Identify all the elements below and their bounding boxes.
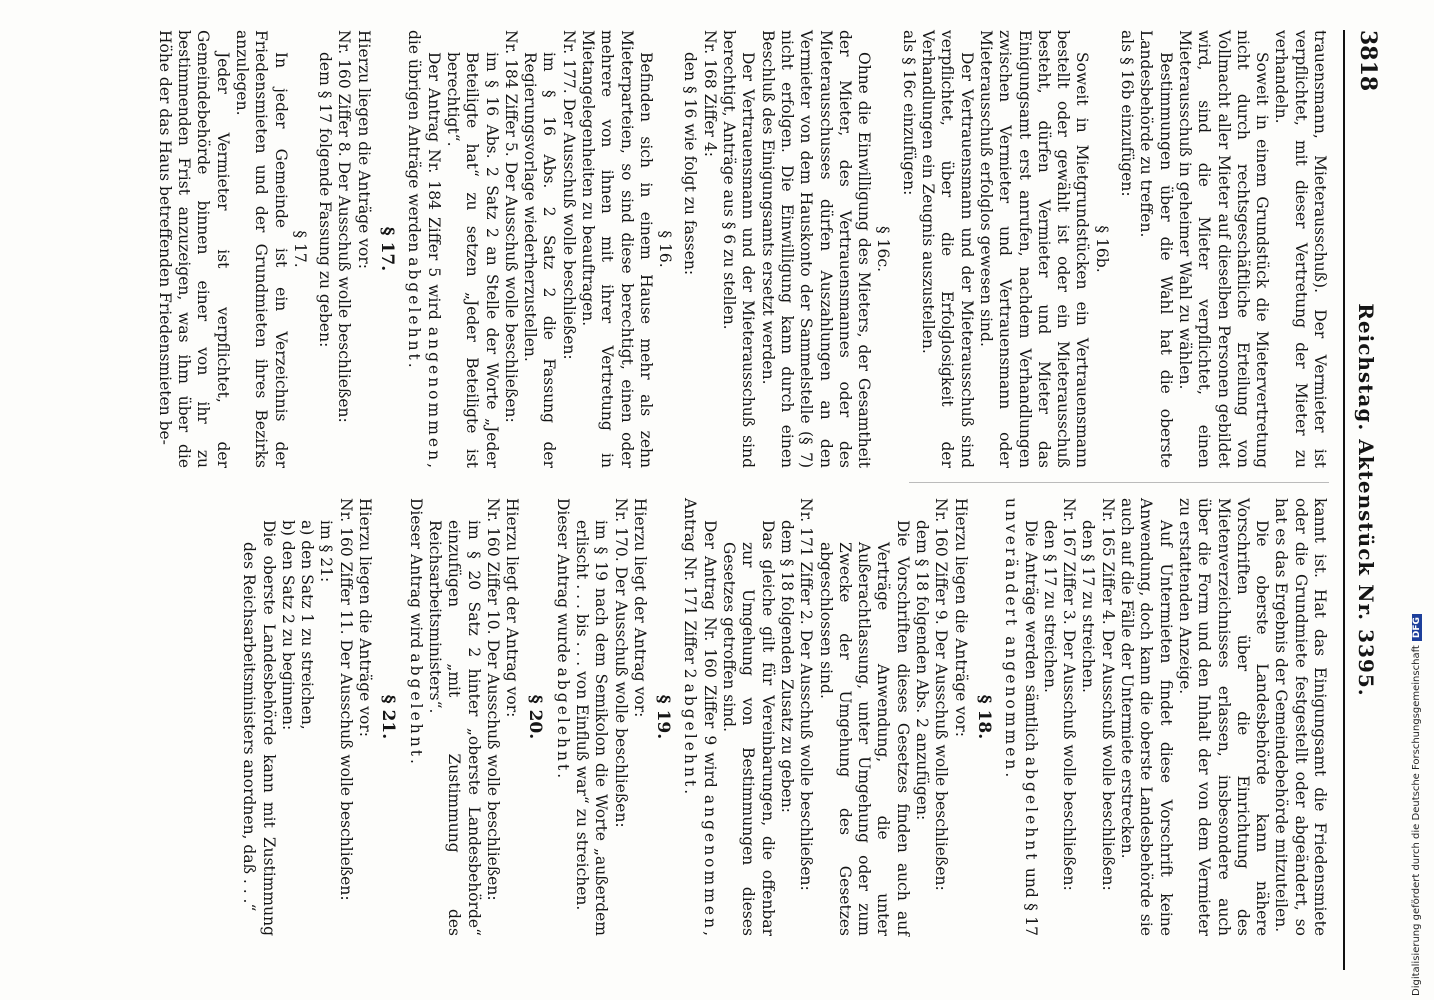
motion-line: Nr. 168 Ziffer 4: (700, 30, 719, 157)
section-heading: § 16c. (874, 225, 893, 272)
right-column (239, 498, 1329, 936)
section-heading: § 17. (377, 226, 398, 272)
paragraph: Jeder Vermieter ist verpflichtet, der Gemeindebehörde binnen einer von ihr zu bestimmenden Frist anzuzeigen, was ihm über die Höhe der das Haus betreffenden Friedensmieten be- (155, 30, 232, 468)
column-divider (909, 482, 1329, 483)
motion-text: a) den Satz 1 zu streichen, (298, 520, 317, 730)
paragraph: Hierzu liegt der Antrag vor: (503, 498, 522, 718)
section-heading: § 20. (525, 694, 546, 740)
page-header (1343, 30, 1381, 970)
resolution-keyword: abgelehnt (1021, 756, 1040, 863)
motion-line: Nr. 184 Ziffer 5. Der Ausschuß wolle beschließen: (501, 30, 520, 423)
paragraph: Bestimmungen über die Wahl hat die oberste Landesbehörde zu treffen. (1137, 30, 1175, 468)
paragraph: Die oberste Landesbehörde kann nähere Vorschriften über die Einrichtung des Mietenverzeichnisses erlassen, insbesondere auch über die Form und den Inhalt der von dem Vermieter zu erstattenden Anzeige. (1175, 498, 1272, 936)
section-heading: § 16b. (1092, 225, 1111, 273)
left-column (154, 30, 1329, 468)
section-heading: § 17. (290, 230, 309, 268)
paragraph: In jeder Gemeinde ist ein Verzeichnis der Friedensmieten und der Grundmieten ihres Bezirks anzulegen. (232, 30, 290, 468)
section-heading: § 21. (378, 694, 399, 740)
motion-line: Nr. 160 Ziffer 8. Der Ausschuß wolle beschließen: (335, 30, 354, 423)
resolution: Der Antrag Nr. 160 Ziffer 9 wird angenommen, Antrag Nr. 171 Ziffer 2 abgelehnt. (681, 498, 719, 936)
resolution: Dieser Antrag wurde abgelehnt. (553, 498, 572, 779)
resolution-keyword: angenommen (424, 326, 443, 464)
motion-line: Nr. 165 Ziffer 4. Der Ausschuß wolle beschließen: (1098, 498, 1117, 891)
paragraph: Der Vertrauensmann und der Mieterausschuß sind verpflichtet, über die Erfolglosigkeit der Verhandlungen ein Zeugnis auszustellen. (919, 30, 976, 468)
page-number: 3818 (1355, 30, 1381, 92)
resolution: Dieser Antrag wird abgelehnt. (406, 498, 425, 764)
paragraph: als § 16b einzufügen: (1118, 30, 1137, 197)
motion-line: Nr. 170. Der Ausschuß wolle beschließen: (611, 498, 630, 828)
resolution: Der Antrag Nr. 184 Ziffer 5 wird angenommen, die übrigen Anträge werden abgelehnt. (405, 30, 443, 468)
paragraph: Ohne die Einwilligung des Mieters, der Gesamtheit der Mieter, des Vertrauensmannes oder des Mieterausschusses dürfen Auszahlungen an den Vermieter von dem Hauskonto der Sammelstelle (§ 7) nicht erfolgen. Die Einwilligung kann durch einen Beschluß des Einigungsamts ersetzt werden. (758, 30, 874, 468)
motion-line: Nr. 167 Ziffer 3. Der Ausschuß wolle beschließen: (1060, 498, 1079, 891)
paragraph: Soweit in einem Grundstück die Mietervertretung nicht durch rechtsgeschäftliche Erteilung von Vollmacht aller Mieter auf dieselben Personen gebildet wird, sind die Mieter verpflichtet, einen Mieterausschuß in geheimer Wahl zu wählen. (1175, 30, 1272, 468)
paragraph: Hierzu liegen die Anträge vor: (951, 498, 970, 738)
section-heading: § 16. (656, 230, 675, 268)
motion-line: Nr. 177. Der Ausschuß wolle beschließen: (559, 30, 578, 360)
motion-text: im § 19 nach dem Semikolon die Worte „außerdem erlischt . . . bis . . . von Einfluß war“ zu streichen. (573, 520, 611, 936)
resolution-keyword: abgelehnt (406, 653, 425, 760)
document-page (57, 30, 1381, 970)
motion-text: im § 20 Satz 2 hinter „oberste Landesbehörde“ einzufügen „mit Zustimmung des Reichsarbeitsministers“. (425, 520, 483, 936)
paragraph: Der Vertrauensmann und der Mieterausschuß sind berechtigt, Anträge aus § 6 zu stellen. (720, 30, 758, 468)
section-heading: § 18. (973, 694, 994, 740)
quoted-text: Das gleiche gilt für Vereinbarungen, die offenbar zur Umgehung von Bestimmungen dieses Gesetzes getroffen sind. (720, 520, 777, 936)
paragraph: Auf Untermieten findet diese Vorschrift keine Anwendung, doch kann die oberste Landesbehörde sie auch auf die Fälle der Untermiete erstrecken. (1118, 498, 1175, 936)
motion-text: im § 21: (317, 520, 336, 583)
paragraph: trauensmann, Mieterausschuß). Der Vermieter ist verpflichtet, mit dieser Vertretung der Mieter zu verhandeln. (1272, 30, 1329, 468)
dfg-logo: DFG (1412, 614, 1422, 641)
motion-line: Nr. 171 Ziffer 2. Der Ausschuß wolle beschließen: (797, 498, 816, 891)
paragraph: Befinden sich in einem Hause mehr als zehn Mieterparteien, so sind diese berechtigt, einen oder mehrere von ihnen mit ihrer Vertretung in Mietangelegenheiten zu beauftragen. (579, 30, 655, 468)
motion-text: den § 16 wie folgt zu fassen: (681, 52, 700, 276)
quoted-text: Die oberste Landesbehörde kann mit Zustimmung des Reichsarbeitsministers anordnen, daß . . .“ (240, 520, 278, 936)
paragraph: Soweit in Mietgrundstücken ein Vertrauensmann bestellt oder gewählt ist oder ein Mieterausschuß besteht, dürfen Vermieter und Mieter das Einigungsamt erst anrufen, nachdem Verhandlungen zwischen Vermieter und Vertrauensmann oder Mieterausschuß erfolglos gewesen sind. (976, 30, 1092, 468)
motion-line: Nr. 160 Ziffer 10. Der Ausschuß wolle beschließen: (483, 498, 502, 901)
motion-text: im § 16 Abs. 2 Satz 2 an Stelle der Worte „Jeder Beteiligte hat“ zu setzen „Jeder Beteiligte ist berechtigt“. (443, 52, 501, 468)
resolution-keyword: abgelehnt (405, 257, 424, 363)
digitization-note (1411, 416, 1422, 996)
quoted-text: Die Vorschriften dieses Gesetzes finden auch auf Verträge Anwendung, die unter Außerachtlassung, unter Umgehung oder zum Zwecke der Umgehung des Gesetzes abgeschlossen sind. (816, 520, 912, 936)
paragraph: als § 16c einzufügen: (899, 30, 918, 196)
section-heading: § 19. (653, 694, 674, 740)
paragraph: kannt ist. Hat das Einigungsamt die Friedensmiete oder die Grundmiete festgestellt oder abgeändert, so hat es das Ergebnis der Gemeindebehörde mitzuteilen. (1272, 498, 1329, 936)
motion-text: dem § 18 folgenden Abs. 2 anzufügen: (913, 520, 932, 821)
motion-text: dem § 17 folgende Fassung zu geben: (316, 52, 335, 348)
resolution-keyword: unverändert angenommen (1002, 498, 1021, 773)
motion-text: im § 16 Abs. 2 Satz 2 die Fassung der Regierungsvorlage wiederherzustellen. (521, 52, 559, 468)
paragraph: Hierzu liegen die Anträge vor: (356, 498, 375, 738)
resolution-keyword: angenommen (700, 794, 719, 932)
page-title: Reichstag. Aktenstück Nr. 3395. (1354, 303, 1378, 697)
motion-text: b) den Satz 2 zu beginnen: (278, 520, 297, 731)
paragraph: Hierzu liegen die Anträge vor: (354, 30, 373, 270)
motion-text: den § 17 zu streichen. (1040, 520, 1059, 693)
motion-line: Nr. 160 Ziffer 9. Der Ausschuß wolle beschließen: (932, 498, 951, 891)
resolution: Die Anträge werden sämtlich abgelehnt und § 17 unverändert angenommen. (1002, 498, 1040, 936)
paragraph: Hierzu liegt der Antrag vor: (630, 498, 649, 718)
motion-line: Nr. 160 Ziffer 11. Der Ausschuß wolle beschließen: (336, 498, 355, 901)
motion-text: dem § 18 folgenden Zusatz zu geben: (777, 520, 796, 813)
digitization-text: Digitalisierung gefördert durch die Deutsche Forschungsgemeinschaft (1411, 645, 1422, 996)
resolution-keyword: abgelehnt (553, 667, 572, 774)
resolution-keyword: abgelehnt (681, 683, 700, 790)
motion-text: den § 17 zu streichen. (1079, 520, 1098, 693)
